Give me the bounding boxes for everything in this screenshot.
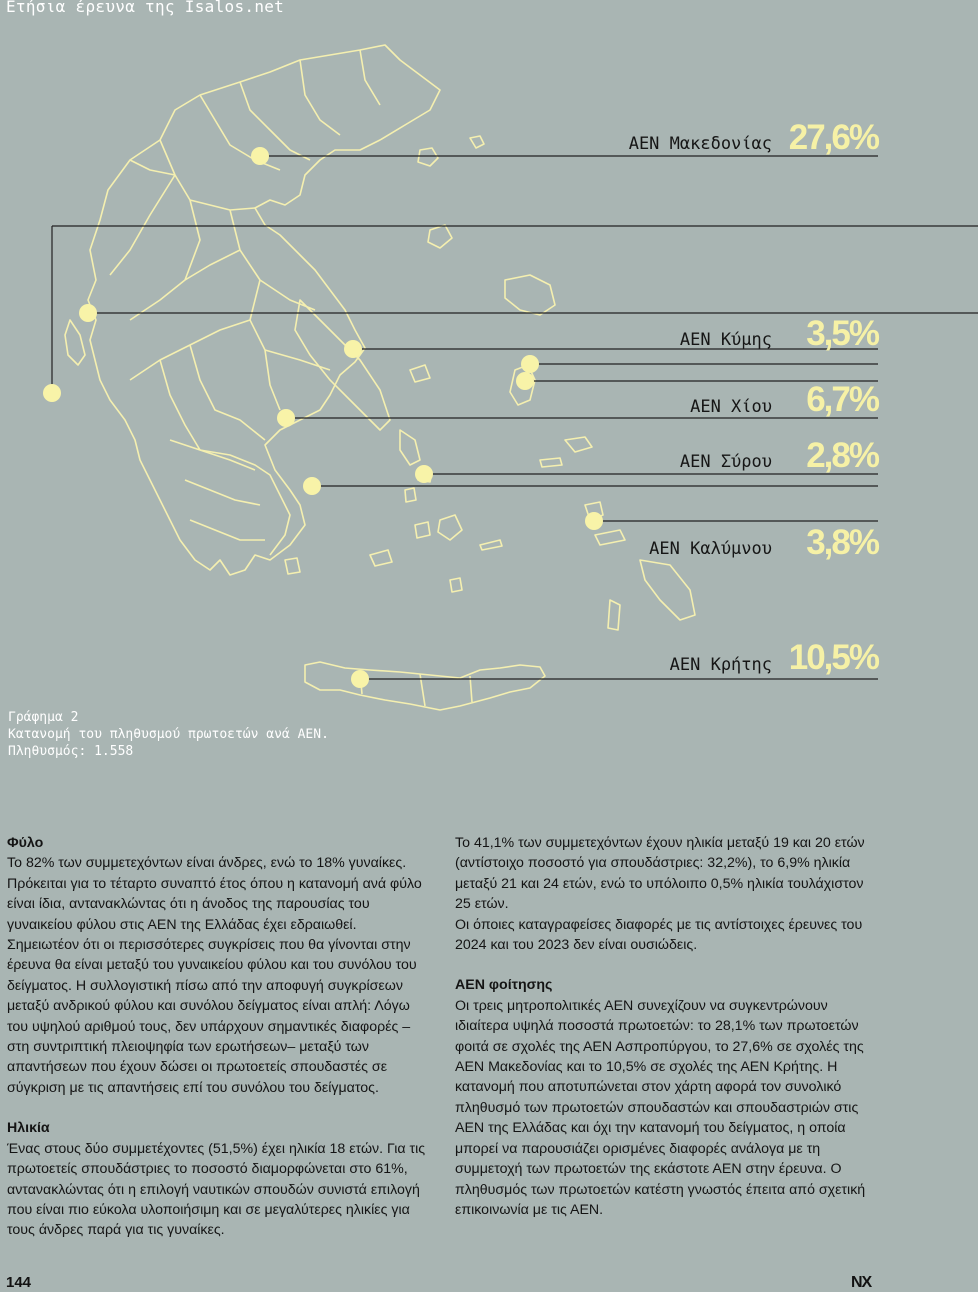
region-borders <box>110 50 380 540</box>
samothrace <box>470 136 484 148</box>
brand-logo: NX <box>851 1274 872 1291</box>
value-aen-kritis: 10,5% <box>788 638 878 677</box>
marker-makedonias <box>251 147 269 165</box>
label-aen-kymis: ΑΕΝ Κύμης <box>679 330 772 350</box>
skyros <box>410 365 430 382</box>
label-aen-syrou: ΑΕΝ Σύρου <box>679 452 772 472</box>
heading-age: Ηλικία <box>7 1120 50 1137</box>
chart-caption <box>8 709 329 760</box>
paragraph-differences: Οι όποιες καταγραφείσες διαφορές με τις αντίστοιχες έρευνες του 2024 και του 2023 δεν είναι ουσιώδεις. <box>455 916 863 954</box>
label-aen-makedonias: ΑΕΝ Μακεδονίας <box>628 134 772 154</box>
samos <box>565 437 592 452</box>
caption-chart-number: Γράφημα 2 <box>8 710 79 725</box>
marker-oinousses <box>277 409 295 427</box>
marker-corfu <box>43 384 61 402</box>
left-text-column <box>7 833 432 1241</box>
label-aen-chiou: ΑΕΝ Χίου <box>690 397 772 417</box>
santorini <box>450 578 462 592</box>
marker-preveza <box>79 304 97 322</box>
page-number: 144 <box>6 1274 32 1291</box>
syros-island <box>405 488 416 502</box>
thasos <box>418 148 438 166</box>
value-aen-chiou: 6,7% <box>806 380 878 419</box>
paragraph-age-continued: Το 41,1% των συμμετεχόντων έχουν ηλικία μεταξύ 19 και 20 ετών (αντίστοιχο ποσοστό για σπουδάστριες: 32,2%), το 6,9% ηλικία μεταξύ 21 και 24 ετών, ενώ το υπόλοιπο 0,5% ηλικία τουλάχιστον 25 ετών. <box>455 835 865 913</box>
amorgos <box>480 540 502 550</box>
value-aen-kalymnou: 3,8% <box>806 523 878 562</box>
euboea <box>295 300 390 430</box>
paros <box>415 522 430 538</box>
value-aen-syrou: 2,8% <box>806 436 878 475</box>
marker-kritis <box>351 670 369 688</box>
marker-kymis <box>344 340 362 358</box>
rhodes <box>640 560 695 620</box>
karpathos <box>608 600 620 630</box>
marker-kalymnou <box>585 512 603 530</box>
paragraph-age: Ένας στους δύο συμμετέχοντες (51,5%) έχει ηλικία 18 ετών. Για τις πρωτοετείς σπουδάστριες το ποσοστό διαμορφώνεται στο 61%, αντανακλώντας ότι η επιλογή ναυτικών σπουδών συνιστά επιλογή που είναι πιο εύκολα υλοποιήσιμη και σε μεγαλύτερες ηλικίες για τους άνδρες παρά για τις γυναίκες. <box>7 1140 426 1239</box>
value-aen-kymis: 3,5% <box>806 314 878 353</box>
ikaria <box>540 458 562 467</box>
lemnos <box>428 225 452 248</box>
marker-chios-2 <box>516 372 534 390</box>
paragraph-gender: Το 82% των συμμετεχόντων είναι άνδρες, ενώ το 18% γυναίκες. Πρόκειται για το τέταρτο συναπτό έτος όπου η κατανομή ανά φύλο είναι ίδια, αντανακλώντας ότι η άνοδος της παρουσίας του γυναικείου φύλου στις ΑΕΝ της Ελλάδας έχει εδραιωθεί. Σημειωτέον ότι οι περισσότερες συγκρίσεις που θα γίνονται στην έρευνα θα είναι μεταξύ του γυναικείου φύλου και του συνόλου του δείγματος. Η συλλογιστική πίσω από την αποφυγή συγκρίσεων μεταξύ ανδρικού φύλου και συνόλου δείγματος είναι απλή: Λόγω του υψηλού αριθμού τους, δεν υπάρχουν σημαντικές διαφορές –στη συντριπτική πλειοψηφία των ερωτήσεων– μεταξύ των απαντήσεων που έχουν δώσει οι πρωτοετείς σπουδαστές σε σύγκριση με τις απαντήσεις επί του συνόλου του δείγματος. <box>7 855 422 1096</box>
naxos <box>438 515 462 540</box>
caption-population: Πληθυσμός: 1.558 <box>8 744 134 759</box>
value-aen-makedonias: 27,6% <box>788 118 878 157</box>
heading-aen-attendance: ΑΕΝ φοίτησης <box>455 977 553 994</box>
corfu <box>65 320 85 365</box>
milos <box>370 550 392 566</box>
paragraph-aen-attendance: Οι τρεις μητροπολιτικές ΑΕΝ συνεχίζουν να συγκεντρώνουν ιδιαίτερα υψηλά ποσοστά πρωτοετών: το 28,1% των πρωτοετών φοιτά σε σχολές της ΑΕΝ Ασπροπύργου, το 27,6% σε σχολές της ΑΕΝ Μακεδονίας και το 10,5% σε σχολές της ΑΕΝ Κρήτης. Η κατανομή που αποτυπώνεται στον χάρτη αφορά τον συνολικό πληθυσμό των πρωτοετών σπουδαστών και σπουδαστριών στις ΑΕΝ της Ελλάδας και όχι την κατανομή του δείγματος, η οποία μπορεί να παρουσιάζει ορισμένες διαφορές ανάλογα με τη συμμετοχή των πρωτοετών της εκάστοτε ΑΕΝ στην έρευνα. Ο πληθυσμός των πρωτοετών κατέστη γνωστός έπειτα από σχετική επικοινωνία με τις ΑΕΝ. <box>455 997 866 1218</box>
marker-chios-1 <box>521 355 539 373</box>
lesvos <box>505 275 555 315</box>
andros <box>400 430 420 465</box>
heading-gender: Φύλο <box>7 835 44 851</box>
marker-aspropyrgos <box>303 477 321 495</box>
caption-chart-title: Κατανομή του πληθυσμού πρωτοετών ανά ΑΕΝ. <box>8 727 329 742</box>
kythera <box>285 558 300 574</box>
label-aen-kritis: ΑΕΝ Κρήτης <box>669 655 772 675</box>
kos <box>595 530 625 545</box>
right-text-column <box>455 833 880 1220</box>
marker-syros <box>415 465 433 483</box>
page-header-title: Ετήσια έρευνα της Isalos.net <box>6 0 285 16</box>
label-aen-kalymnou: ΑΕΝ Καλύμνου <box>649 539 772 559</box>
